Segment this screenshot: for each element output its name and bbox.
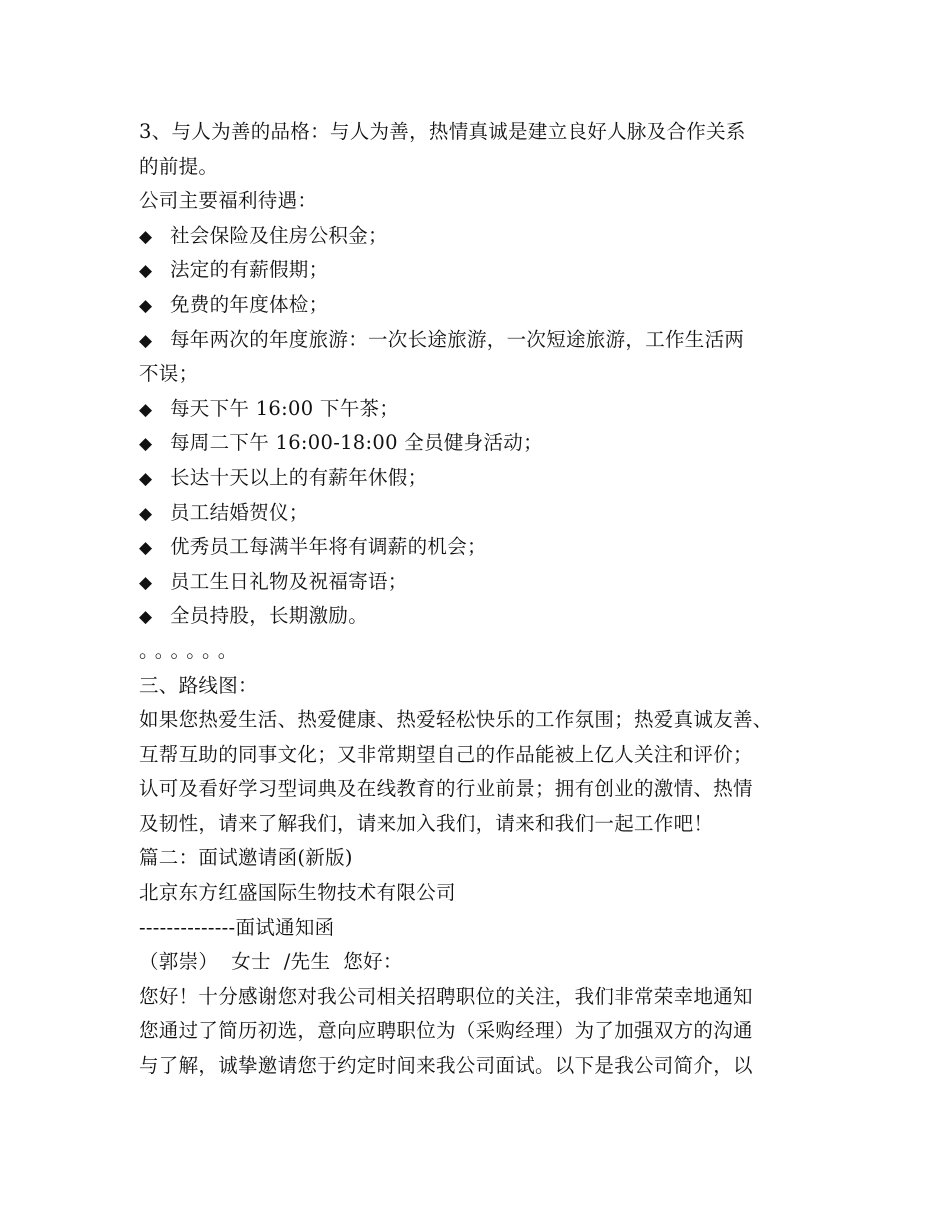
ellipsis-line: 。。。。。。: [139, 638, 244, 662]
diamond-bullet-icon: ◆: [139, 330, 153, 351]
roadmap-paragraph-line: 认可及看好学习型词典及在线教育的行业前景；拥有创业的激情、热情: [139, 777, 753, 801]
benefit-item: [139, 461, 839, 496]
benefit-text: 每天下午 16:00 下午茶；: [170, 396, 400, 420]
invitation-paragraph-line: 您好！十分感谢您对我公司相关招聘职位的关注，我们非常荣幸地通知: [139, 984, 753, 1008]
trait-paragraph-line: 的前提。: [139, 154, 219, 178]
benefit-text: 每周二下午 16:00-18:00 全员健身活动；: [170, 431, 543, 455]
roadmap-paragraph-line: 如果您热爱生活、热爱健康、热爱轻松快乐的工作氛围；热爱真诚友善、: [139, 708, 773, 732]
section-two-title: 篇二：面试邀请函(新版): [139, 846, 353, 870]
benefit-text: 全员持股，长期激励。: [170, 604, 369, 628]
roadmap-paragraph-line: 及韧性，请来了解我们，请来加入我们，请来和我们一起工作吧！: [139, 811, 714, 835]
invitation-paragraph-line: 您通过了简历初选，意向应聘职位为（采购经理）为了加强双方的沟通: [139, 1019, 753, 1043]
benefit-text: 员工生日礼物及祝福寄语；: [170, 569, 408, 593]
benefit-text: 法定的有薪假期；: [170, 258, 329, 282]
trait-paragraph-line: 3、与人为善的品格：与人为善，热情真诚是建立良好人脉及合作关系: [139, 120, 746, 143]
diamond-bullet-icon: ◆: [139, 572, 153, 593]
diamond-bullet-icon: ◆: [139, 226, 153, 247]
benefit-text: 社会保险及住房公积金；: [170, 223, 388, 247]
benefit-item: [139, 392, 839, 427]
benefit-continuation: 不误；: [139, 362, 199, 386]
diamond-bullet-icon: ◆: [139, 434, 153, 455]
salutation: （郭崇） 女士 /先生 您好：: [139, 950, 403, 974]
invitation-paragraph-line: 与了解，诚挚邀请您于约定时间来我公司面试。以下是我公司简介，以: [139, 1054, 753, 1078]
benefit-text: 长达十天以上的有薪年休假；: [170, 465, 428, 489]
document-body: [139, 115, 839, 1084]
company-name: 北京东方红盛国际生物技术有限公司: [139, 881, 456, 905]
benefit-item: [139, 253, 839, 288]
benefit-text: 员工结婚贺仪；: [170, 500, 309, 524]
benefit-item: [139, 426, 839, 461]
diamond-bullet-icon: ◆: [139, 503, 153, 524]
roadmap-heading: 三、路线图：: [139, 673, 258, 697]
benefit-item: [139, 530, 839, 565]
notice-title: --------------面试通知函: [139, 915, 335, 939]
benefits-heading: 公司主要福利待遇：: [139, 189, 318, 213]
benefit-item: [139, 496, 839, 531]
diamond-bullet-icon: ◆: [139, 295, 153, 316]
benefit-item: [139, 288, 839, 323]
diamond-bullet-icon: ◆: [139, 607, 153, 628]
benefit-item: [139, 599, 839, 634]
benefit-text: 优秀员工每满半年将有调薪的机会；: [170, 535, 487, 559]
diamond-bullet-icon: ◆: [139, 468, 153, 489]
diamond-bullet-icon: ◆: [139, 261, 153, 282]
roadmap-paragraph-line: 互帮互助的同事文化；又非常期望自己的作品能被上亿人关注和评价；: [139, 742, 753, 766]
benefit-text: 每年两次的年度旅游：一次长途旅游，一次短途旅游，工作生活两: [170, 327, 745, 351]
benefit-item: [139, 323, 839, 358]
benefit-item: [139, 565, 839, 600]
benefit-item: [139, 219, 839, 254]
diamond-bullet-icon: ◆: [139, 538, 153, 559]
diamond-bullet-icon: ◆: [139, 399, 153, 420]
benefit-text: 免费的年度体检；: [170, 292, 329, 316]
